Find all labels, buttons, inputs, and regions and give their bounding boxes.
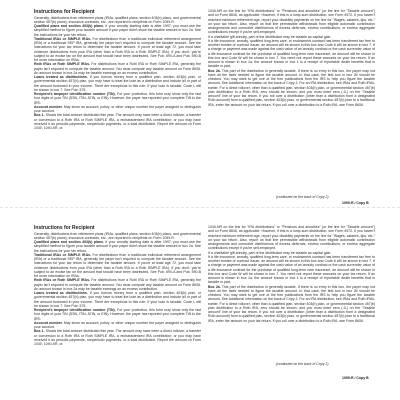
paragraph-text: For distributions from a Roth IRA or Roth SIMPLE IRA, generally the payer isn't required to compute the taxable amount. You must compute any taxable amount on Form 8606. An amount shown in box 2a may be taxable earnings on an excess contribution. <box>34 62 201 75</box>
instruction-paragraph <box>34 24 201 37</box>
right-column <box>208 225 375 391</box>
perforation-line <box>0 207 400 208</box>
instruction-paragraph <box>208 69 375 107</box>
instruction-paragraph <box>34 329 201 346</box>
instruction-paragraph <box>208 285 375 323</box>
paragraph-text: Generally, distributions from retirement plans (IRAs, qualified plans, section 403(b) plans, and governmental section 457(b) plans), insurance contracts, etc., are reported to recipients on Form 1099-R. <box>34 231 201 240</box>
paragraph-text: May show an account, policy, or other unique number the payer assigned to distinguish your account. <box>34 320 201 329</box>
paragraph-text: 1040-NR on the line for "IRA distributions" or "Pensions and annuities" (or the line for "Taxable amount") and on Form 8606, as applicable. However, if this is a lump-sum distribution, see Form 4972. If you haven't reached minimum retirement age, report your disability payments on the line for "Wages, salaries, tips, etc." on your tax return. Also, report on that line permissible withdrawals from eligible automatic contribution arrangements and corrective distributions of excess deferrals, excess contributions, or excess aggregate contributions except if you're self-employed. <box>208 9 375 35</box>
paragraph-lead: Box 1. <box>34 113 45 118</box>
paragraph-lead: Recipient's taxpayer identification number (TIN). <box>34 92 116 96</box>
instruction-paragraph <box>34 308 201 321</box>
instruction-paragraph <box>34 113 201 130</box>
instruction-paragraph <box>208 255 375 285</box>
paragraph-text: Generally, distributions from retirement plans (IRAs, qualified plans, section 403(b) plans, and governmental section 457(b) plans), insurance contracts, etc., are reported to recipients on Form 1099-R. <box>34 15 201 24</box>
instructions-heading: Instructions for Recipient <box>34 225 95 231</box>
paragraph-text: If a charitable gift annuity, part of the distribution may be taxable as capital gain. <box>208 250 332 255</box>
paragraph-lead: Roth IRAs or Roth SIMPLE IRAs. <box>34 62 91 67</box>
paragraph-lead: Traditional IRAs or SIMPLE IRAs. <box>34 252 92 257</box>
left-column <box>34 9 201 191</box>
instruction-paragraph <box>34 291 201 308</box>
instructions-columns <box>34 225 375 391</box>
paragraph-text: If you borrow money from a qualified plan, section 403(b) plan, or governmental section 457(b) plan, you may have to treat the loan as a distribution and include all or part of the amount borrowed in your income. There are exceptions to this rule. If your loan is taxable, Code L will be shown in box 7. See Pub. 575. <box>34 75 201 92</box>
paragraph-text: This part of the distribution is generally taxable. If there is no entry in this box, the payer may not have all the facts needed to figure the taxable amount. In that case, the first box in box 2b should be checked. You may want to get one of the free publications from the IRS to help you figure the taxable amount. See Additional information on the back of Copy 2. For an IRA distribution, see IRAs and Roth IRAs, earlier. For a direct rollover, other than a qualified plan, section 403(b) plan, or governmental section 457(b) plan distribution to a Roth IRA, zero should be shown, and you must enter zero (-0-) on the "Taxable amount" line of your tax return. If you roll over a distribution (other than a distribution from a designated Roth account) from a qualified plan, section 403(b) plan, or governmental section 457(b) plan to a traditional IRA, enter the amount on your tax return. If you roll over a distribution to a Roth IRA, see Form 8606. <box>208 68 375 107</box>
instruction-paragraph <box>34 321 201 330</box>
paragraph-text: If you borrow money from a qualified plan, section 403(b) plan, or governmental section 457(b) plan, you may have to treat the loan as a distribution and include all or part of the amount borrowed in your income. There are exceptions to this rule. If your loan is taxable, Code L will be shown in box 7. See Pub. 575. <box>34 291 201 308</box>
paragraph-lead: Qualified plans and section 403(b) plans. <box>34 24 104 28</box>
paragraph-text: May show an account, policy, or other unique number the payer assigned to distinguish your account. <box>34 104 201 113</box>
paragraph-lead: Loans treated as distributions. <box>34 75 88 79</box>
paragraph-text: For your protection, this form may show only the last four digits of your TIN (SSN, ITIN, ATIN, or EIN). However, the payer has reported your complete TIN to the IRS. <box>34 92 201 105</box>
left-column <box>34 225 201 391</box>
paragraph-text: For your protection, this form may show only the last four digits of your TIN (SSN, ITIN, ATIN, or EIN). However, the payer has reported your complete TIN to the IRS. <box>34 308 201 321</box>
instruction-paragraph <box>34 37 201 63</box>
paragraph-lead: Roth IRAs or Roth SIMPLE IRAs. <box>34 278 91 283</box>
instructions-top-half <box>34 9 375 191</box>
paragraph-lead: Recipient's taxpayer identification number (TIN). <box>34 308 116 312</box>
instructions-heading: Instructions for Recipient <box>34 9 95 15</box>
instruction-paragraph <box>34 278 201 291</box>
instructions-bottom-half <box>34 225 375 391</box>
paragraph-text: For distributions from a traditional individual retirement arrangement (IRA) or a traditional SEP IRA, generally the payer isn't required to compute the taxable amount. See the instructions for your tax return to determine the taxable amount. If you're at least age 72, you must take minimum distributions from your IRA (other than a Roth IRA or a Roth SIMPLE IRA). If you don't, you're subject to an excise tax on the amount that should have been distributed. See Pub. 590-A and Pub. 590-B for more information on IRAs. <box>34 252 201 278</box>
paragraph-lead: Box 1. <box>34 329 45 334</box>
paragraph-lead: Box 2a. <box>208 284 221 289</box>
instruction-paragraph <box>34 62 201 75</box>
instruction-paragraph <box>208 225 375 251</box>
paragraph-text: This part of the distribution is generally taxable. If there is no entry in this box, the payer may not have all the facts needed to figure the taxable amount. In that case, the first box in box 2b should be checked. You may want to get one of the free publications from the IRS to help you figure the taxable amount. See Additional information on the back of Copy 2. For an IRA distribution, see IRAs and Roth IRAs, earlier. For a direct rollover, other than a qualified plan, section 403(b) plan, or governmental section 457(b) plan distribution to a Roth IRA, zero should be shown, and you must enter zero (-0-) on the "Taxable amount" line of your tax return. If you roll over a distribution (other than a distribution from a designated Roth account) from a qualified plan, section 403(b) plan, or governmental section 457(b) plan to a traditional IRA, enter the amount on your tax return. If you roll over a distribution to a Roth IRA, see Form 8606. <box>208 284 375 323</box>
paragraph-text: 1040-NR on the line for "IRA distributions" or "Pensions and annuities" (or the line for "Taxable amount") and on Form 8606, as applicable. However, if this is a lump-sum distribution, see Form 4972. If you haven't reached minimum retirement age, report your disability payments on the line for "Wages, salaries, tips, etc." on your tax return. Also, report on that line permissible withdrawals from eligible automatic contribution arrangements and corrective distributions of excess deferrals, excess contributions, or excess aggregate contributions except if you're self-employed. <box>208 225 375 251</box>
paragraph-text: Shows the total amount distributed this year. The amount may have been a direct rollover, a transfer or conversion to a Roth IRA or Roth SIMPLE IRA, a recharacterized IRA contribution; or you may have received it as periodic payments, nonperiodic payments, or a total distribution. Report the amount on Form 1040, 1040-SR, or <box>34 113 201 130</box>
paragraph-text: If a charitable gift annuity, part of the distribution may be taxable as capital gain. <box>208 34 332 39</box>
paragraph-lead: Qualified plans and section 403(b) plans. <box>34 240 104 244</box>
instruction-paragraph <box>34 232 201 241</box>
paragraph-text: For distributions from a Roth IRA or Roth SIMPLE IRA, generally the payer isn't required to compute the taxable amount. You must compute any taxable amount on Form 8606. An amount shown in box 2a may be taxable earnings on an excess contribution. <box>34 278 201 291</box>
paragraph-text: For distributions from a traditional individual retirement arrangement (IRA) or a traditional SEP IRA, generally the payer isn't required to compute the taxable amount. See the instructions for your tax return to determine the taxable amount. If you're at least age 72, you must take minimum distributions from your IRA (other than a Roth IRA or a Roth SIMPLE IRA). If you don't, you're subject to an excise tax on the amount that should have been distributed. See Pub. 590-A and Pub. 590-B for more information on IRAs. <box>34 36 201 62</box>
instructions-columns <box>34 9 375 191</box>
instruction-paragraph <box>34 75 201 92</box>
instruction-paragraph <box>34 16 201 25</box>
instruction-paragraph <box>34 253 201 279</box>
instruction-paragraph <box>34 92 201 105</box>
instruction-paragraph <box>208 39 375 69</box>
form-copy-label: 1099-R / Copy B <box>342 201 369 205</box>
paragraph-lead: Traditional IRAs or SIMPLE IRAs. <box>34 36 92 41</box>
paragraph-text: If a life insurance, annuity, qualified long-term care, or endowment contract has been transferred tax free to another trustee or contract issuer, an amount will be shown in this box and Code 6 will be shown in box 7. If a charge or payment was made against the cash value of an annuity contract or the cash surrender value of a life insurance contract for the purchase of qualified long-term care insurance, an amount will be shown in this box and Code W will be shown in box 7. You need not report these amounts on your tax return. If an amount is shown in box 1a, the amount shown in box 1 is a receipt of reportable death benefits that is taxable in part. <box>208 38 375 69</box>
paragraph-lead: Account number. <box>34 104 63 109</box>
paragraph-lead: Account number. <box>34 320 63 325</box>
right-column <box>208 9 375 191</box>
instruction-paragraph <box>34 240 201 253</box>
continued-note: (continued on the back of Copy 2) <box>276 195 329 199</box>
paragraph-lead: Box 2a. <box>208 68 221 73</box>
instruction-paragraph <box>208 9 375 35</box>
paragraph-text: If your annuity starting date is after 1997, you must use the simplified method to figure your taxable amount if your payer didn't show the taxable amount in box 2a. See the instructions for your tax return. <box>34 240 201 253</box>
form-copy-label: 1099-R / Copy B <box>342 376 369 380</box>
paragraph-text: If a life insurance, annuity, qualified long-term care, or endowment contract has been transferred tax free to another trustee or contract issuer, an amount will be shown in this box and Code 6 will be shown in box 7. If a charge or payment was made against the cash value of an annuity contract or the cash surrender value of a life insurance contract for the purchase of qualified long-term care insurance, an amount will be shown in this box and Code W will be shown in box 7. You need not report these amounts on your tax return. If an amount is shown in box 1a, the amount shown in box 1 is a receipt of reportable death benefits that is taxable in part. <box>208 254 375 285</box>
continued-note: (continued on the back of Copy 2) <box>276 362 329 366</box>
instruction-paragraph <box>34 105 201 114</box>
paragraph-text: If your annuity starting date is after 1997, you must use the simplified method to figure your taxable amount if your payer didn't show the taxable amount in box 2a. See the instructions for your tax return. <box>34 24 201 37</box>
paragraph-text: Shows the total amount distributed this year. The amount may have been a direct rollover, a transfer or conversion to a Roth IRA or Roth SIMPLE IRA, a recharacterized IRA contribution; or you may have received it as periodic payments, nonperiodic payments, or a total distribution. Report the amount on Form 1040, 1040-SR, or <box>34 329 201 346</box>
paragraph-lead: Loans treated as distributions. <box>34 291 88 295</box>
